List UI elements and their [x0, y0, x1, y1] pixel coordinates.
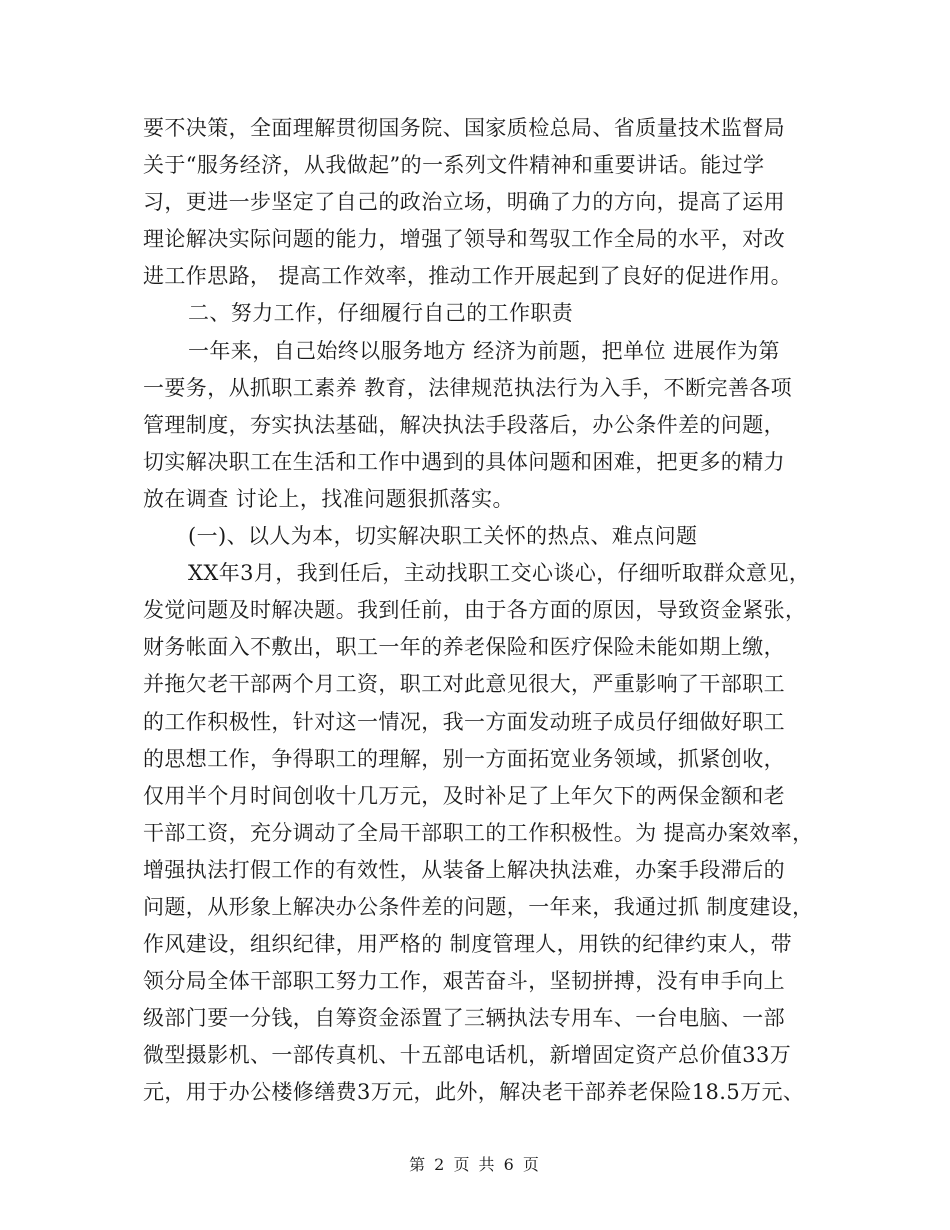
text-line: 领分局全体干部职工努力工作，艰苦奋斗，坚韧拼搏，没有申手向上 [143, 969, 785, 994]
paragraph-start: XX年3月，我到任后，主动找职工交心谈心，仔细听取群众意见， [188, 561, 811, 586]
text-line: 干部工资，充分调动了全局干部职工的工作积极性。为 提高办案效率， [143, 820, 814, 845]
text-line: 微型摄影机、一部传真机、十五部电话机，新增固定资产总价值33万 [143, 1043, 792, 1068]
section-heading: 二、努力工作，仔细履行自己的工作职责 [188, 301, 574, 326]
text-line: 要不决策，全面理解贯彻国务院、国家质检总局、省质量技术监督局 [143, 116, 785, 140]
subsection-heading: (一)、以人为本，切实解决职工关怀的热点、难点问题 [188, 524, 698, 549]
text-line: 习，更进一步坚定了自己的政治立场，明确了力的方向，提高了运用 [143, 190, 785, 215]
text-line: 的工作积极性，针对这一情况，我一方面发动班子成员仔细做好职工 [143, 709, 785, 734]
text-line: 进工作思路， 提高工作效率，推动工作开展起到了良好的促进作用。 [143, 264, 793, 289]
text-line: 放在调查 讨论上，找准问题狠抓落实。 [143, 486, 514, 511]
page-number-footer: 第 2 页 共 6 页 [409, 1155, 541, 1174]
text-line: 级部门要一分钱，自筹资金添置了三辆执法专用车、一台电脑、一部 [143, 1006, 785, 1031]
text-line: 切实解决职工在生活和工作中遇到的具体问题和困难，把更多的精力 [143, 449, 785, 474]
text-line: 并拖欠老干部两个月工资，职工对此意见很大，严重影响了干部职工 [143, 672, 785, 697]
text-line: 发觉问题及时解决题。我到任前，由于各方面的原因，导致资金紧张， [143, 598, 807, 623]
text-line: 一要务，从抓职工素养 教育，法律规范执法行为入手，不断完善各项 [143, 375, 793, 400]
text-line: 增强执法打假工作的有效性，从装备上解决执法难，办案手段滞后的 [143, 857, 785, 882]
text-line: 仅用半个月时间创收十几万元，及时补足了上年欠下的两保金额和老 [143, 783, 785, 808]
text-line: 的思想工作，争得职工的理解，别一方面拓宽业务领域，抓紧创收， [143, 746, 785, 771]
text-line: 问题，从形象上解决办公条件差的问题，一年来，我通过抓 制度建设， [143, 894, 814, 919]
document-body [143, 110, 823, 1112]
text-line: 元，用于办公楼修缮费3万元，此外，解决老干部养老保险18.5万元、 [143, 1080, 805, 1105]
paragraph-start: 一年来，自己始终以服务地方 经济为前题，把单位 进展作为第 [188, 338, 780, 363]
text-line: 作风建设，组织纪律，用严格的 制度管理人，用铁的纪律约束人，带 [143, 932, 793, 957]
text-line: 财务帐面入不敷出，职工一年的养老保险和医疗保险未能如期上缴， [143, 635, 785, 660]
text-line: 理论解决实际问题的能力，增强了领导和驾驭工作全局的水平，对改 [143, 227, 785, 252]
text-line: 管理制度，夯实执法基础，解决执法手段落后，办公条件差的问题， [143, 412, 785, 437]
text-line: 关于“服务经济，从我做起”的一系列文件精神和重要讲话。能过学 [143, 153, 765, 178]
